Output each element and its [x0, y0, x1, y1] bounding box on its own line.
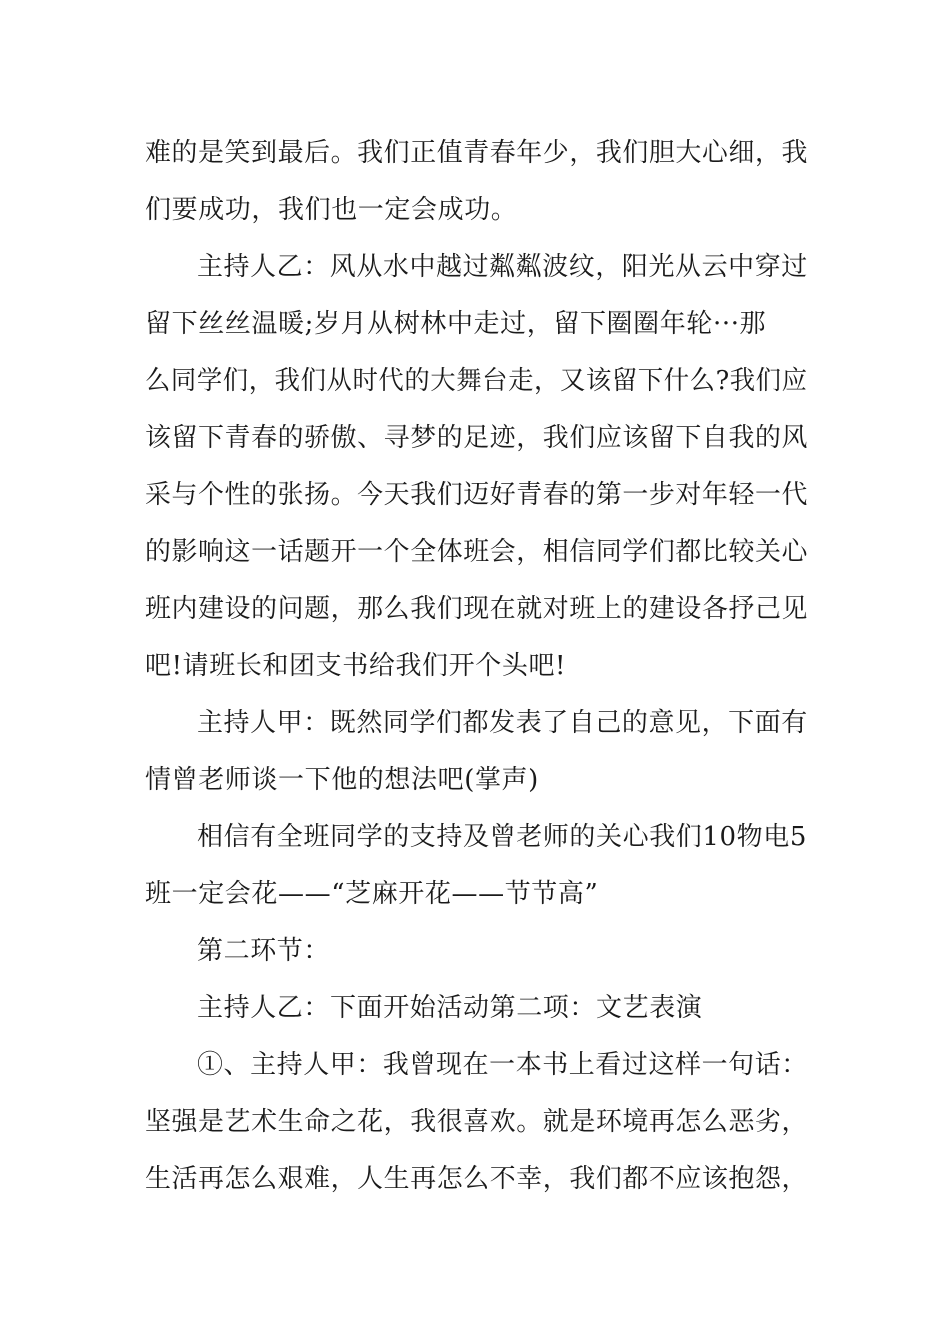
text-line: 坚强是艺术生命之花，我很喜欢。就是环境再怎么恶劣，: [145, 1107, 809, 1137]
text-line: 么同学们，我们从时代的大舞台走，又该留下什么?我们应: [145, 366, 808, 396]
text-line: 吧!请班长和团支书给我们开个头吧!: [145, 651, 567, 681]
section-heading: 第二环节：: [197, 936, 331, 966]
text-line: 的影响这一话题开一个全体班会，相信同学们都比较关心: [145, 537, 809, 567]
paragraph-first-line: 相信有全班同学的支持及曾老师的关心我们10物电5: [197, 822, 808, 852]
text-line: 留下丝丝温暖;岁月从树林中走过，留下圈圈年轮···那: [145, 309, 767, 339]
text-line: 难的是笑到最后。我们正值青春年少，我们胆大心细，我: [145, 138, 809, 168]
paragraph-first-line: 主持人乙：下面开始活动第二项：文艺表演: [197, 993, 703, 1023]
paragraph-first-line: 主持人乙：风从水中越过粼粼波纹，阳光从云中穿过: [197, 252, 808, 282]
text-line: 班内建设的问题，那么我们现在就对班上的建设各抒己见: [145, 594, 809, 624]
text-line: 情曾老师谈一下他的想法吧(掌声): [145, 765, 539, 795]
paragraph-first-line: 主持人甲：既然同学们都发表了自己的意见，下面有: [197, 708, 808, 738]
text-line: 采与个性的张扬。今天我们迈好青春的第一步对年轻一代: [145, 480, 809, 510]
text-line: 班一定会花——“芝麻开花——节节高”: [145, 879, 599, 909]
paragraph-first-line: ①、主持人甲：我曾现在一本书上看过这样一句话：: [197, 1050, 808, 1080]
text-line: 该留下青春的骄傲、寻梦的足迹，我们应该留下自我的风: [145, 423, 809, 453]
text-line: 们要成功，我们也一定会成功。: [145, 195, 518, 225]
text-line: 生活再怎么艰难，人生再怎么不幸，我们都不应该抱怨，: [145, 1164, 809, 1194]
